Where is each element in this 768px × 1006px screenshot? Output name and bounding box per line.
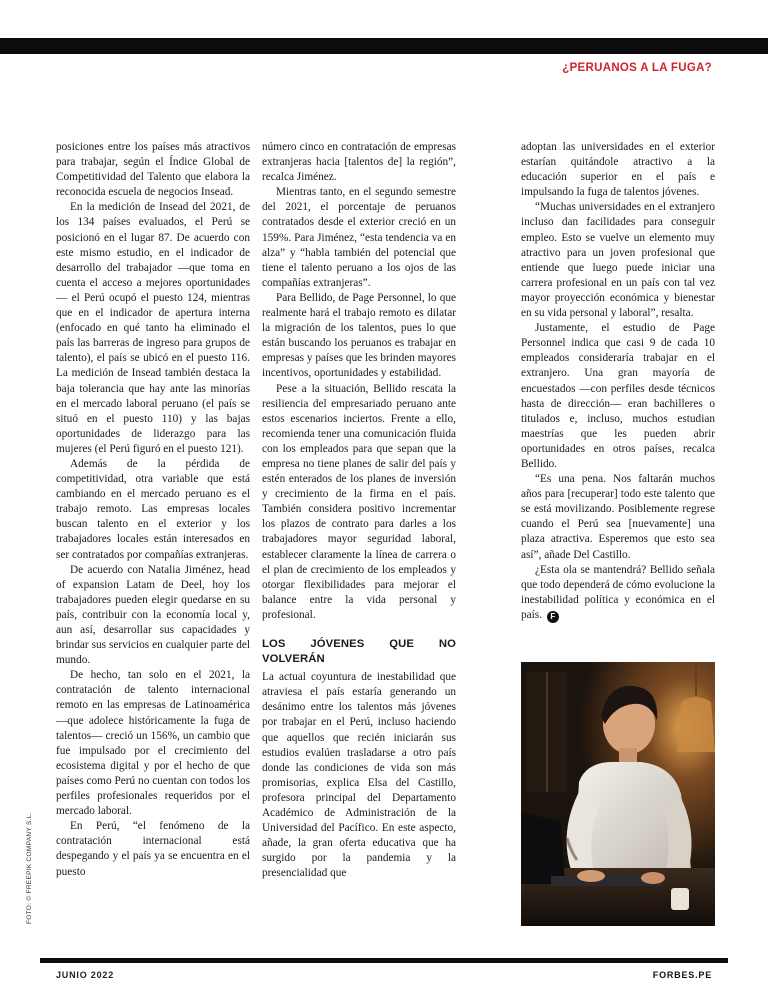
- bottom-black-rule: [40, 958, 728, 963]
- paragraph: De acuerdo con Natalia Jiménez, head of expansion Latam de Deel, hoy los trabajadores pueden elegir quedarse en su país, contribuir con la economía local y, aun así, desarrollar sus capacidades y brindar sus servicios en cualquier parte del mundo.: [56, 563, 250, 667]
- column-1: [56, 140, 250, 880]
- paragraph: Pese a la situación, Bellido rescata la resiliencia del empresariado peruano ante estos escenarios inciertos. Frente a ello, recomienda tener una comunicación fluida con los empleados para que sepan que la empresa no tiene planes de salir del país y estén enterados de los planes de inversión y crecimiento de la firma en el país. También considera positivo incrementar los plazos de contrato para darles a los trabajadores mayor seguridad laboral, establecer claramente la línea de carrera o el plan de crecimiento de los empleados y otorgar flexibilidades para mejorar el balance entre la vida personal y profesional.: [262, 382, 456, 621]
- paragraph: La actual coyuntura de inestabilidad que atraviesa el país estaría generando un desánimo entre los talentos más jóvenes por trabajar en el Perú, incluso haciendo que aquellos que recién iniciarán sus estudios evalúen trasladarse a otro país donde las condiciones de vida son más promisorias, explica Elsa del Castillo, profesora principal del Departamento Académico de Administración de la Universidad del Pacífico. En este aspecto, añade, la gran oferta educativa que ha surgido por la pandemia y la presencialidad que: [262, 671, 456, 880]
- paragraph: posiciones entre los países más atractivos para trabajar, según el Índice Global de Competitividad del Talento que elabora la reconocida escuela de negocios Insead.: [56, 141, 250, 199]
- site-url: FORBES.PE: [652, 970, 712, 980]
- paragraph: [521, 563, 715, 623]
- paragraph: Mientras tanto, en el segundo semestre del 2021, el porcentaje de peruanos contratados desde el exterior creció en un 159%. Para Jiménez, “esta tendencia va en alza” y “habla también del potencial que tiene el talento peruano a los ojos de las compañías extranjeras”.: [262, 186, 456, 289]
- article-photo: [521, 662, 715, 926]
- paragraph: “Muchas universidades en el extranjero incluso dan facilidades para conseguir empleo. Esto se vuelve un elemento muy atractivo para un joven profesional que entiende que luego puede iniciar una carrera profesional en un país con tal vez mayor proyección económica y bienestar en su vida personal y laboral”, resalta.: [521, 201, 715, 320]
- paragraph-text: ¿Esta ola se mantendrá? Bellido señala que todo dependerá de cómo evolucione la inestabilidad política y económica en el país.: [521, 563, 715, 621]
- column-2: [262, 140, 456, 882]
- issue-date: JUNIO 2022: [56, 970, 115, 980]
- forbes-end-mark-icon: F: [547, 611, 559, 623]
- paragraph: “Es una pena. Nos faltarán muchos años para [recuperar] todo este talento que se está movilizando. Posiblemente regrese cuando el Perú sea [nuevamente] una plaza atractiva. Esperemos que esto sea así”, añade Del Castillo.: [521, 473, 715, 561]
- paragraph: Justamente, el estudio de Page Personnel indica que casi 9 de cada 10 empleados consideraría trabajar en el extranjero. Una gran mayoría de encuestados —con perfiles desde técnicos hasta de dirección— eran bachilleres o titulados e, incluso, muchos estudian maestrías que les pueden abrir oportunidades en otros países, recalca Bellido.: [521, 322, 715, 470]
- paragraph: adoptan las universidades en el exterior estarían quitándole atractivo a la educación superior en el país e impulsando la fuga de talentos jóvenes.: [521, 141, 715, 199]
- top-black-bar: [0, 38, 768, 54]
- paragraph: En Perú, “el fenómeno de la contratación internacional está despegando y el país ya se encuentra en el puesto: [56, 820, 250, 878]
- photo-illustration: [521, 662, 715, 926]
- paragraph: número cinco en contratación de empresas extranjeras hacia [talentos de] la región”, recalca Jiménez.: [262, 141, 456, 184]
- subheading: LOS JÓVENES QUE NO VOLVERÁN: [262, 638, 456, 666]
- paragraph: Además de la pérdida de competitividad, otra variable que está cambiando en el mercado peruano es el trabajo remoto. Las empresas locales buscan talento en el exterior y los trabajadores locales están interesados en ser contratados por compañías extranjeras.: [56, 457, 250, 561]
- section-title: ¿PERUANOS A LA FUGA?: [562, 62, 712, 74]
- paragraph: Para Bellido, de Page Personnel, lo que realmente hará el trabajo remoto es dilatar la migración de los talentos, pues lo que están buscando los peruanos es trabajar en empresas y países que les brinden mayores incentivos, oportunidades y estabilidad.: [262, 291, 456, 380]
- column-3: [521, 140, 715, 623]
- paragraph: En la medición de Insead del 2021, de los 134 países evaluados, el Perú se posicionó en el lugar 87. De acuerdo con este mismo estudio, en el indicador de desarrollo del trabajador —que toma en cuenta el acceso a mejores oportunidades— el Perú ocupó el puesto 124, mientras que en el indicador de apertura interna (enfocado en qué tanto ha eliminado el país las barreras de ingreso para grupos de talento), el país se ubicó en el puesto 116. La medición de Insead también destaca la baja tolerancia que hay ante las minorías en el mercado laboral peruano (el país se situó en el puesto 110) y las bajas oportunidades de liderazgo para las mujeres (el Perú figuró en el puesto 121).: [56, 201, 250, 455]
- paragraph: De hecho, tan solo en el 2021, la contratación de talento internacional remoto en las empresas de Latinoamérica —que adolece históricamente la fuga de talentos— creció un 156%, un cambio que fue impulsado por el crecimiento del ecosistema digital y por el hecho de que países como Perú no cuentan con todos los perfiles profesionales requeridos por el mercado laboral.: [56, 669, 250, 818]
- photo-credit: FOTO: © FREEPIK COMPANY S.L.: [26, 812, 33, 924]
